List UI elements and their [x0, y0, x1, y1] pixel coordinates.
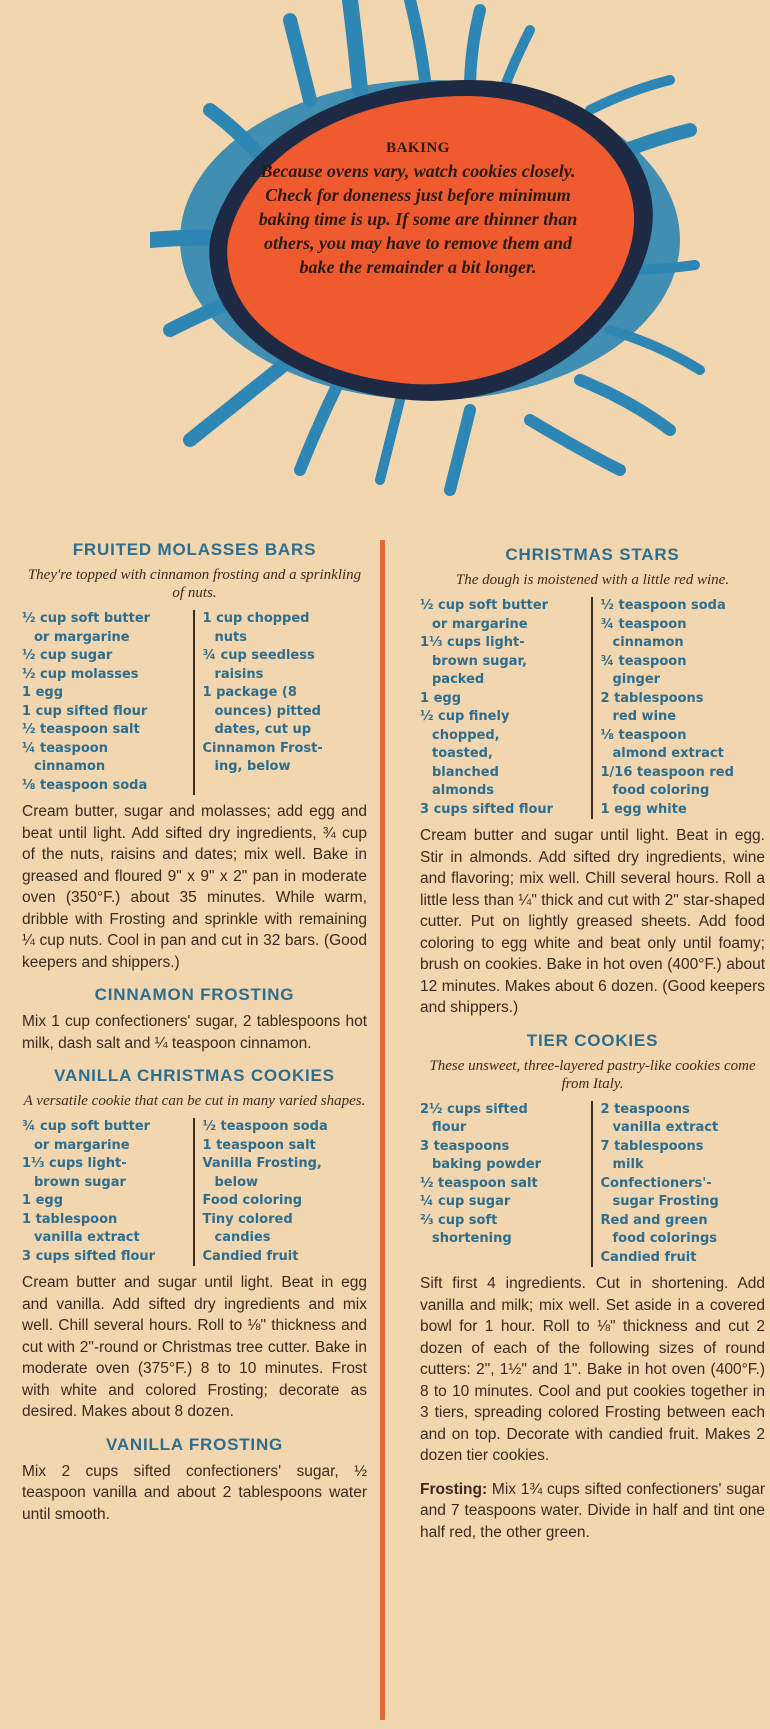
column-divider	[380, 540, 385, 1720]
ingredient-line: 1 tablespoon	[22, 1211, 118, 1227]
ingredient-line: 1/16 teaspoon red	[600, 764, 734, 780]
ingredients-tier	[420, 1101, 765, 1268]
directions-tier: Sift first 4 ingredients. Cut in shortening. Add vanilla and milk; mix well. Set aside in a covered bowl for 1 hour. Roll to ⅛" thickness and cut 2 dozen of each of the following sizes of round cutters: 2", 1½" and 1". Bake in hot oven (400°F.) 8 to 10 minutes. Cool and put cookies together in 3 tiers, spreading colored Frosting between each and on top. Decorate with candied fruit. Makes 2 dozen tier cookies.	[420, 1275, 765, 1464]
ingredients-vanilla-cookies	[22, 1118, 367, 1266]
recipe-title-cinnamon: CINNAMON FROSTING	[94, 985, 295, 1004]
ingredient-line: ing, below	[214, 759, 291, 774]
ingredient-line: brown sugar	[34, 1174, 126, 1190]
recipe-title-molasses: FRUITED MOLASSES BARS	[72, 540, 317, 559]
ingredient-line: packed	[432, 672, 485, 687]
ingredient-list	[22, 1118, 195, 1266]
ingredient-line: blanched	[432, 764, 499, 780]
ingredient-line: ounces) pitted	[214, 703, 321, 719]
ingredient-line: Food coloring	[202, 1193, 302, 1208]
ingredient-line: 2 tablespoons	[600, 690, 704, 706]
ingredient-line: 1⅓ cups light-	[22, 1156, 127, 1171]
ingredient-line: 2 teaspoons	[600, 1101, 690, 1117]
ingredient-line: toasted,	[432, 746, 493, 761]
recipe-title-stars: CHRISTMAS STARS	[505, 545, 680, 564]
ingredient-line: ⅔ cup soft	[420, 1212, 498, 1228]
directions-stars: Cream butter and sugar until light. Beat in egg. Stir in almonds. Add sifted dry ingredients, wine and flavoring; mix well. Chill several hours. Roll a little less than ¼" thick and cut with 2" star-shaped cutter. Put on lightly greased sheets. Add food coloring to egg white and beat only until foamy; brush on cookies. Bake in hot oven (400°F.) about 12 minutes. Makes about 6 dozen. (Good keepers and shippers.)	[420, 827, 765, 1016]
ingredient-line: nuts	[214, 629, 247, 645]
tip-title: BAKING	[386, 140, 450, 156]
ingredient-line: Tiny colored	[202, 1211, 293, 1227]
ingredient-line: ½ cup molasses	[22, 666, 139, 682]
ingredient-line: ¼ teaspoon	[22, 740, 108, 756]
ingredient-line: Cinnamon Frost-	[202, 740, 323, 756]
ingredient-line: ½ cup finely	[420, 709, 510, 724]
ingredient-line: food colorings	[612, 1231, 718, 1246]
ingredient-line: 1⅓ cups light-	[420, 635, 525, 650]
ingredient-line: vanilla extract	[612, 1120, 719, 1135]
ingredient-line: ¾ cup soft butter	[22, 1119, 151, 1134]
ingredient-line: ⅛ teaspoon	[600, 727, 687, 743]
ingredient-line: ½ teaspoon salt	[22, 722, 140, 737]
frosting-note-tier	[420, 1479, 765, 1544]
baking-tip	[248, 140, 588, 279]
ingredient-line: raisins	[214, 666, 264, 682]
ingredient-list	[420, 597, 593, 819]
ingredient-line: 1 egg	[420, 690, 461, 706]
ingredient-line: ½ cup soft butter	[22, 611, 151, 626]
ingredient-line: 1 egg white	[600, 801, 687, 817]
ingredient-list	[195, 610, 368, 795]
ingredients-molasses	[22, 610, 367, 795]
left-column	[22, 540, 367, 1537]
ingredient-line: almond extract	[612, 746, 724, 761]
ingredient-line: 2½ cups sifted	[420, 1101, 528, 1117]
ingredient-line: almonds	[432, 783, 495, 798]
ingredient-list	[593, 1101, 766, 1268]
ingredient-line: brown sugar,	[432, 653, 527, 669]
ingredient-line: below	[214, 1174, 259, 1190]
ingredient-list	[195, 1118, 368, 1266]
directions-vanilla-cookies: Cream butter and sugar until light. Beat in egg and vanilla. Add sifted dry ingredients and mix well. Chill several hours. Roll to ⅛" thickness and cut with 2"-round or Christmas tree cutter. Bake in moderate oven (375°F.) 8 to 10 minutes. Frost with white and colored Frosting; decorate as desired. Makes about 8 dozen.	[22, 1274, 367, 1420]
ingredient-line: 1 cup chopped	[202, 611, 310, 626]
recipe-title-tier: TIER COOKIES	[526, 1030, 659, 1050]
ingredient-line: ½ cup soft butter	[420, 598, 549, 613]
ingredient-line: 1 egg	[22, 1193, 63, 1208]
ingredient-list	[593, 597, 766, 819]
ingredient-line: 3 cups sifted flour	[22, 1248, 156, 1264]
ingredient-list	[420, 1101, 593, 1268]
ingredients-stars	[420, 597, 765, 819]
ingredient-line: 1 teaspoon salt	[202, 1137, 316, 1153]
ingredient-line: ⅛ teaspoon soda	[22, 777, 148, 793]
ingredient-line: Confectioners'-	[600, 1175, 712, 1191]
ingredient-line: dates, cut up	[214, 722, 312, 737]
recipe-title-vanilla-frosting: VANILLA FROSTING	[105, 1434, 284, 1454]
ingredient-line: Vanilla Frosting,	[202, 1156, 322, 1171]
ingredient-line: 1 package (8	[202, 685, 297, 700]
ingredient-line: sugar Frosting	[612, 1194, 719, 1209]
ingredient-line: vanilla extract	[34, 1230, 140, 1245]
recipe-subtitle-molasses: They're topped with cinnamon frosting and a sprinkling of nuts.	[27, 567, 362, 601]
ingredient-line: ¾ teaspoon	[600, 616, 687, 632]
ingredient-line: chopped,	[432, 727, 500, 743]
recipe-subtitle-vanilla-cookies: A versatile cookie that can be cut in many varied shapes.	[23, 1093, 366, 1109]
ingredient-line: 3 teaspoons	[420, 1138, 510, 1154]
ingredient-line: or margarine	[34, 1137, 130, 1153]
ingredient-line: 1 egg	[22, 685, 63, 700]
ingredient-line: Candied fruit	[202, 1248, 299, 1264]
ingredient-line: ¾ teaspoon	[600, 653, 687, 669]
ingredient-line: Red and green	[600, 1212, 708, 1228]
ingredient-line: 1 cup sifted flour	[22, 703, 148, 719]
ingredient-line: food coloring	[612, 783, 710, 798]
ingredient-line: candies	[214, 1230, 271, 1245]
frosting-label: Frosting:	[420, 1480, 488, 1498]
ingredient-line: ginger	[612, 672, 661, 687]
ingredient-line: ¾ cup seedless	[202, 648, 315, 663]
ingredient-line: or margarine	[432, 616, 528, 632]
recipe-subtitle-stars: The dough is moistened with a little red wine.	[455, 572, 730, 588]
ingredient-line: 7 tablespoons	[600, 1138, 704, 1154]
tip-body: Because ovens vary, watch cookies closely. Check for doneness just before minimum baking time is up. If some are thinner than others, you may have to remove them and bake the remainder a bit longer.	[258, 161, 578, 277]
directions-cinnamon: Mix 1 cup confectioners' sugar, 2 tablespoons hot milk, dash salt and ¼ teaspoon cinnamon.	[22, 1013, 367, 1052]
ingredient-line: ½ teaspoon salt	[420, 1175, 538, 1191]
ingredient-line: 3 cups sifted flour	[420, 801, 554, 817]
ingredient-line: red wine	[612, 709, 677, 724]
ingredient-line: cinnamon	[34, 759, 106, 774]
ingredient-line: ¼ cup sugar	[420, 1194, 511, 1209]
recipe-subtitle-tier: These unsweet, three-layered pastry-like cookies come from Italy.	[429, 1057, 756, 1092]
frosting-text: Mix 1¾ cups sifted confectioners' sugar and 7 teaspoons water. Divide in half and tint one half red, the other green.	[420, 1480, 765, 1541]
ingredient-line: milk	[612, 1157, 644, 1172]
ingredient-line: cinnamon	[612, 635, 684, 650]
ingredient-line: ½ teaspoon soda	[202, 1119, 328, 1134]
ingredient-line: ½ teaspoon soda	[600, 598, 726, 613]
ingredient-line: ½ cup sugar	[22, 648, 113, 663]
ingredient-list	[22, 610, 195, 795]
recipe-title-vanilla-cookies: VANILLA CHRISTMAS COOKIES	[54, 1066, 335, 1085]
ingredient-line: shortening	[432, 1231, 512, 1246]
ingredient-line: or margarine	[34, 629, 130, 645]
ingredient-line: Candied fruit	[600, 1249, 697, 1265]
right-column	[420, 545, 765, 1555]
ingredient-line: flour	[432, 1120, 467, 1135]
directions-vanilla-frosting: Mix 2 cups sifted confectioners' sugar, ½ teaspoon vanilla and about 2 tablespoons water until smooth.	[22, 1462, 367, 1523]
ingredient-line: baking powder	[432, 1157, 542, 1172]
directions-molasses: Cream butter, sugar and molasses; add egg and beat until light. Add sifted dry ingredients, ¾ cup of the nuts, raisins and dates; mix well. Bake in greased and floured 9" x 9" x 2" pan in moderate oven (350°F.) about 35 minutes. While warm, dribble with Frosting and sprinkle with remaining ¼ cup nuts. Cool in pan and cut in 32 bars. (Good keepers and shippers.)	[22, 803, 367, 971]
